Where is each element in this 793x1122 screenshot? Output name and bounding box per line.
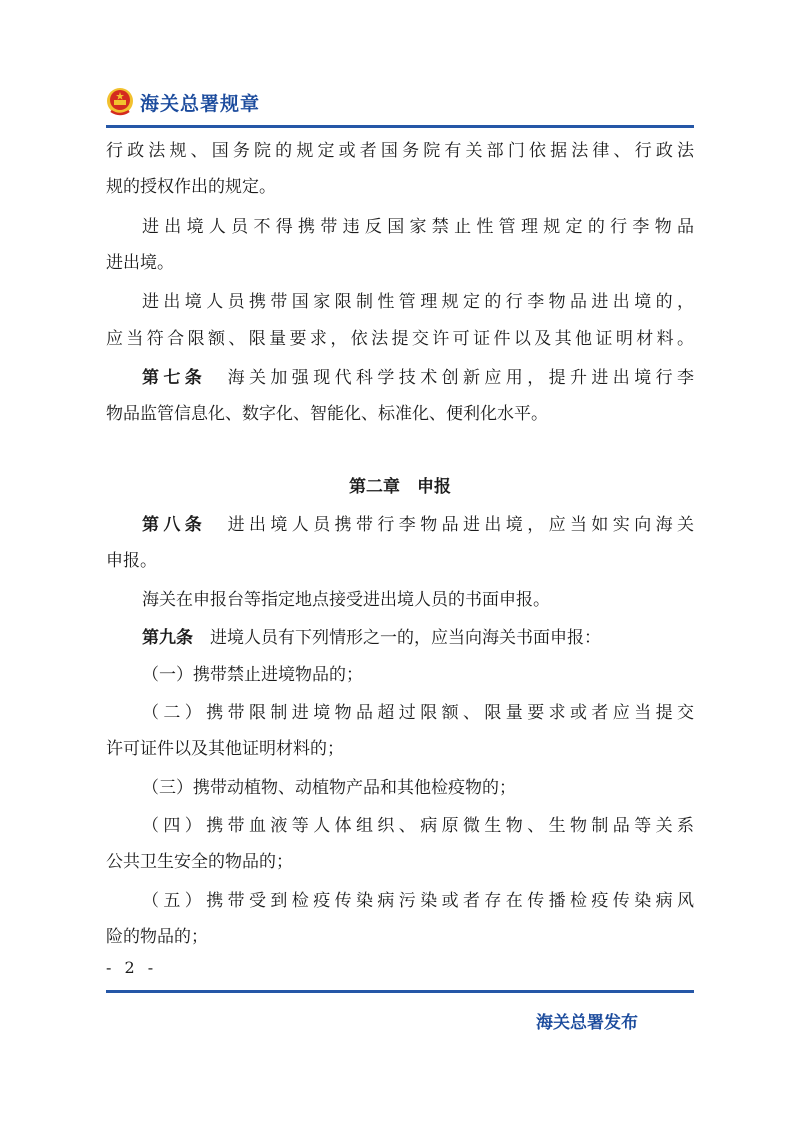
text-line: 许可证件以及其他证明材料的； — [106, 739, 344, 759]
text-line: 海关在申报台等指定地点接受进出境人员的书面申报。 — [142, 590, 550, 610]
article-7-line: 第七条 海关加强现代科学技术创新应用，提升进出境行李 — [142, 368, 694, 388]
article-label: 第八条 — [142, 515, 207, 535]
text-line: 物品监管信息化、数字化、智能化、标准化、便利化水平。 — [106, 404, 548, 424]
article-9-line: 第九条 进境人员有下列情形之一的，应当向海关书面申报： — [142, 628, 601, 648]
article-label: 第九条 — [142, 628, 193, 648]
list-item: （五）携带受到检疫传染病污染或者存在传播检疫传染病风 — [142, 891, 694, 911]
list-item: （一）携带禁止进境物品的； — [142, 665, 363, 685]
text-line: 申报。 — [106, 551, 157, 571]
header-rule — [106, 125, 694, 128]
page-header — [106, 84, 260, 120]
header-title: 海关总署规章 — [140, 92, 261, 115]
text-line: 进出境。 — [106, 253, 174, 273]
list-item: （四）携带血液等人体组织、病原微生物、生物制品等关系 — [142, 816, 694, 836]
text-line: 行政法规、国务院的规定或者国务院有关部门依据法律、行政法 — [106, 141, 694, 161]
text-line: 进出境人员携带国家限制性管理规定的行李物品进出境的， — [142, 292, 694, 312]
text-line: 应当符合限额、限量要求，依法提交许可证件以及其他证明材料。 — [106, 329, 694, 349]
article-8-line: 第八条 进出境人员携带行李物品进出境，应当如实向海关 — [142, 515, 694, 535]
text-line: 进出境人员不得携带违反国家禁止性管理规定的行李物品 — [142, 217, 694, 237]
text-line: 规的授权作出的规定。 — [106, 177, 276, 197]
text-line: 公共卫生安全的物品的； — [106, 852, 293, 872]
list-item: （三）携带动植物、动植物产品和其他检疫物的； — [142, 778, 516, 798]
list-item: （二）携带限制进境物品超过限额、限量要求或者应当提交 — [142, 703, 694, 723]
chapter-heading: 第二章 申报 — [349, 477, 451, 497]
national-emblem-icon — [106, 87, 134, 117]
footer-publisher: 海关总署发布 — [536, 1013, 638, 1033]
page-number: - 2 - — [106, 958, 158, 977]
article-label: 第七条 — [142, 368, 207, 388]
footer-rule — [106, 990, 694, 993]
text-line: 险的物品的； — [106, 927, 208, 947]
